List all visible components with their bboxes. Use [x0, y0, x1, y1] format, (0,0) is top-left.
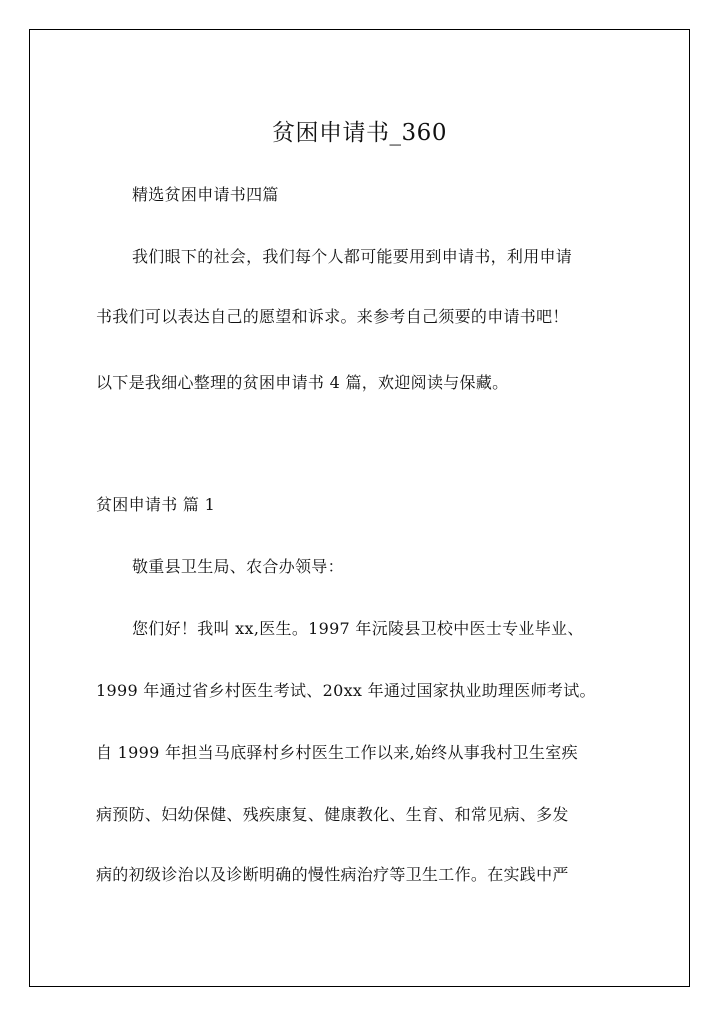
- section-heading: 贫困申请书 篇 1: [96, 495, 216, 514]
- paragraph-line: 我们眼下的社会，我们每个人都可能要用到申请书，利用申请: [132, 247, 573, 266]
- subtitle-line: 精选贫困申请书四篇: [132, 185, 279, 204]
- salutation-line: 敬重县卫生局、农合办领导：: [132, 557, 344, 576]
- paragraph-line: 病预防、妇幼保健、残疾康复、健康教化、生育、和常见病、多发: [96, 805, 569, 824]
- paragraph-line: 病的初级诊治以及诊断明确的慢性病治疗等卫生工作。在实践中严: [96, 865, 569, 884]
- paragraph-line: 以下是我细心整理的贫困申请书 4 篇，欢迎阅读与保藏。: [96, 373, 509, 392]
- paragraph-line: 您们好！我叫 xx,医生。1997 年沅陵县卫校中医士专业毕业、: [132, 619, 584, 638]
- document-page: [29, 29, 690, 987]
- paragraph-line: 自 1999 年担当马底驿村乡村医生工作以来,始终从事我村卫生室疾: [96, 743, 578, 762]
- document-title: 贫困申请书_360: [272, 120, 447, 146]
- paragraph-line: 书我们可以表达自己的愿望和诉求。来参考自己须要的申请书吧！: [96, 307, 569, 326]
- paragraph-line: 1999 年通过省乡村医生考试、20xx 年通过国家执业助理医师考试。: [96, 681, 596, 700]
